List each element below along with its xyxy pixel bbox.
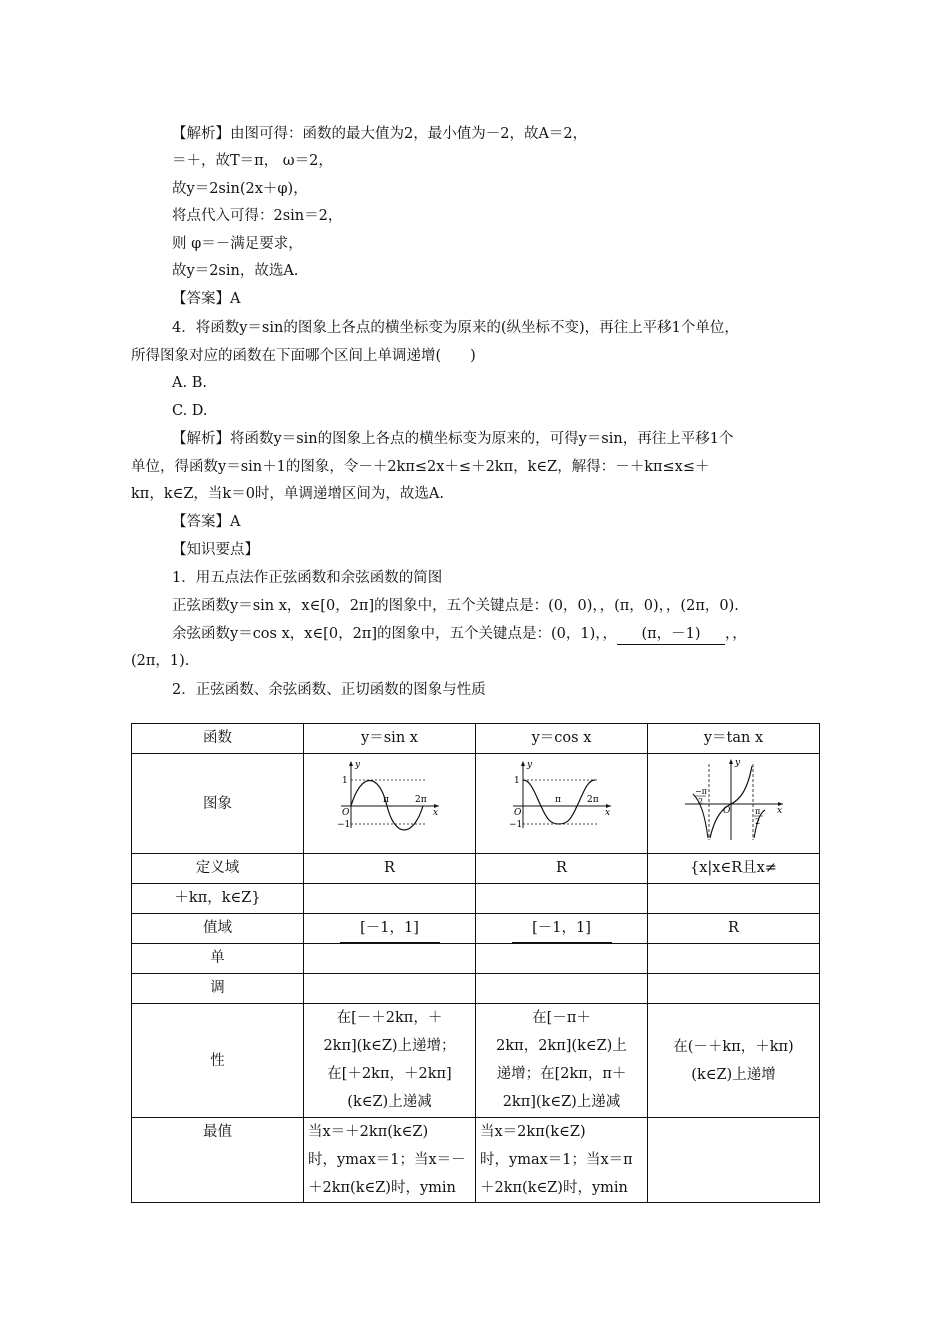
extreme-cos: [476, 1118, 648, 1203]
mono-cos-line: 递增；在[2kπ，π＋: [496, 1066, 627, 1082]
empty-cell: [304, 974, 476, 1004]
tick-neg-1: −1: [508, 820, 522, 830]
empty-cell: [648, 1118, 820, 1203]
sine-keypoints: 正弦函数y＝sin x，x∈[0，2π]的图象中，五个关键点是：(0，0)，，(π，0)，，(2π，0).: [172, 598, 739, 614]
text-line: 故y＝2sin(2x＋φ)，: [172, 181, 308, 197]
range-cos-cell: [476, 914, 648, 944]
mono-sin-line: 2kπ](k∈Z)上递增；: [323, 1038, 456, 1054]
range-tan: R: [648, 914, 820, 944]
text-line: 将点代入可得：2sin＝2，: [172, 208, 343, 224]
extreme-sin-line: 时，ymax＝1；当x＝－: [308, 1152, 466, 1168]
header-cos: y＝cos x: [476, 724, 648, 754]
sin-graph-cell: [304, 754, 476, 854]
origin-label: O: [722, 806, 730, 816]
mono-sin: [304, 1004, 476, 1118]
row-label-mono-2: 调: [132, 974, 304, 1004]
extreme-sin: [304, 1118, 476, 1203]
domain-tan: {x|x∈R且x≠: [648, 854, 820, 884]
tangent-graph: [679, 756, 789, 842]
tick-neg-1: −1: [336, 820, 350, 830]
empty-cell: [476, 974, 648, 1004]
trig-properties-table: [131, 723, 820, 1203]
row-label-mono-3: 性: [132, 1004, 304, 1118]
mono-cos-line: 2kπ，2kπ](k∈Z)上: [496, 1038, 627, 1054]
question-4-cont: 所得图象对应的函数在下面哪个区间上单调递增( ): [131, 348, 476, 364]
tick-pi-half: π: [754, 807, 760, 816]
tick-neg-pi-half-den: 2: [697, 797, 703, 806]
subheading-1: 1．用五点法作正弦函数和余弦函数的简图: [172, 570, 443, 586]
origin-label: O: [513, 808, 521, 818]
axis-x-label: x: [604, 808, 610, 818]
tick-neg-pi-half: −π: [694, 787, 707, 796]
empty-cell: [304, 944, 476, 974]
text-line: 故y＝2sin，故选A.: [172, 263, 299, 279]
cosine-graph: [507, 758, 617, 832]
empty-cell: [648, 884, 820, 914]
solution-line: 【解析】将函数y＝sin的图象上各点的横坐标变为原来的，可得y＝sin，再往上平移1个: [172, 431, 734, 447]
mono-tan-line: (k∈Z)上递增: [691, 1066, 776, 1083]
axis-y-label: y: [354, 760, 360, 770]
domain-sin: R: [304, 854, 476, 884]
sine-graph: [335, 758, 445, 832]
answer-label: 【答案】A: [172, 514, 241, 530]
extreme-cos-line: ＋2kπ(k∈Z)时，ymin: [480, 1180, 628, 1196]
domain-continued: ＋kπ，k∈Z}: [132, 884, 304, 914]
range-sin: [－1，1]: [340, 914, 440, 943]
domain-cos: R: [476, 854, 648, 884]
text-line: ＝＋，故T＝π， ω＝2，: [172, 153, 333, 169]
text-line: 【解析】由图可得：函数的最大值为2，最小值为－2，故A＝2，: [172, 126, 588, 142]
empty-cell: [476, 944, 648, 974]
cosine-keypoints: [172, 624, 747, 645]
tick-1: 1: [341, 776, 348, 786]
tick-1: 1: [513, 776, 520, 786]
axis-y-label: y: [526, 760, 532, 770]
extreme-cos-line: 当x＝2kπ(k∈Z): [480, 1124, 586, 1140]
options-ab: A. B.: [172, 375, 207, 391]
tick-pi: π: [382, 795, 389, 805]
mono-cos: [476, 1004, 648, 1118]
axis-x-label: x: [432, 808, 438, 818]
extreme-sin-line: ＋2kπ(k∈Z)时，ymin: [308, 1180, 456, 1196]
options-cd: C. D.: [172, 403, 208, 419]
empty-cell: [648, 974, 820, 1004]
header-tan: y＝tan x: [648, 724, 820, 754]
mono-sin-line: 在[＋2kπ，＋2kπ]: [327, 1066, 452, 1082]
subheading-2: 2．正弦函数、余弦函数、正切函数的图象与性质: [172, 682, 486, 698]
fill-blank: (π，－1): [617, 624, 725, 645]
solution-line: 单位，得函数y＝sin＋1的图象，令－＋2kπ≤2x＋≤＋2kπ，k∈Z，解得：－＋kπ≤x≤＋: [131, 459, 710, 475]
tan-graph-cell: [648, 754, 820, 854]
row-label-graph: 图象: [132, 754, 304, 854]
row-label-range: 值域: [132, 914, 304, 944]
mono-cos-line: 在[－π＋: [532, 1010, 591, 1026]
range-sin-cell: [304, 914, 476, 944]
mono-tan-line: 在(－＋kπ，＋kπ): [673, 1038, 794, 1055]
mono-cos-line: 2kπ](k∈Z)上递减: [502, 1094, 621, 1110]
cosine-keypoints-cont: (2π，1).: [131, 653, 190, 669]
mono-sin-line: 在[－＋2kπ，＋: [336, 1010, 443, 1026]
empty-cell: [476, 884, 648, 914]
range-cos: [－1，1]: [512, 914, 612, 943]
mono-sin-line: (k∈Z)上递减: [347, 1094, 432, 1110]
empty-cell: [304, 884, 476, 914]
header-sin: y＝sin x: [304, 724, 476, 754]
answer-label: 【答案】A: [172, 291, 241, 307]
mono-tan: [648, 1004, 820, 1118]
section-heading: 【知识要点】: [172, 542, 259, 558]
cos-graph-cell: [476, 754, 648, 854]
row-label-domain: 定义域: [132, 854, 304, 884]
extreme-cos-line: 时，ymax＝1；当x＝π: [480, 1152, 633, 1168]
header-function: 函数: [132, 724, 304, 754]
text-line: 则 φ＝－满足要求，: [172, 236, 303, 252]
tick-2pi: 2π: [414, 795, 427, 805]
cosine-keypoints-text: 余弦函数y＝cos x，x∈[0，2π]的图象中，五个关键点是：(0，1)，，: [172, 626, 617, 642]
cosine-keypoints-tail: ，，: [725, 626, 747, 642]
row-label-extreme: 最值: [132, 1118, 304, 1203]
axis-y-label: y: [734, 758, 740, 768]
solution-line: kπ，k∈Z，当k＝0时，单调递增区间为，故选A.: [131, 486, 445, 502]
origin-label: O: [341, 808, 349, 818]
extreme-sin-line: 当x＝＋2kπ(k∈Z): [308, 1124, 429, 1140]
row-label-mono-1: 单: [132, 944, 304, 974]
empty-cell: [648, 944, 820, 974]
tick-pi: π: [554, 795, 561, 805]
tick-pi-half-den: 2: [754, 817, 760, 826]
question-4: 4．将函数y＝sin的图象上各点的横坐标变为原来的(纵坐标不变)，再往上平移1个单位，: [172, 320, 739, 336]
axis-x-label: x: [776, 806, 782, 816]
tick-2pi: 2π: [586, 795, 599, 805]
